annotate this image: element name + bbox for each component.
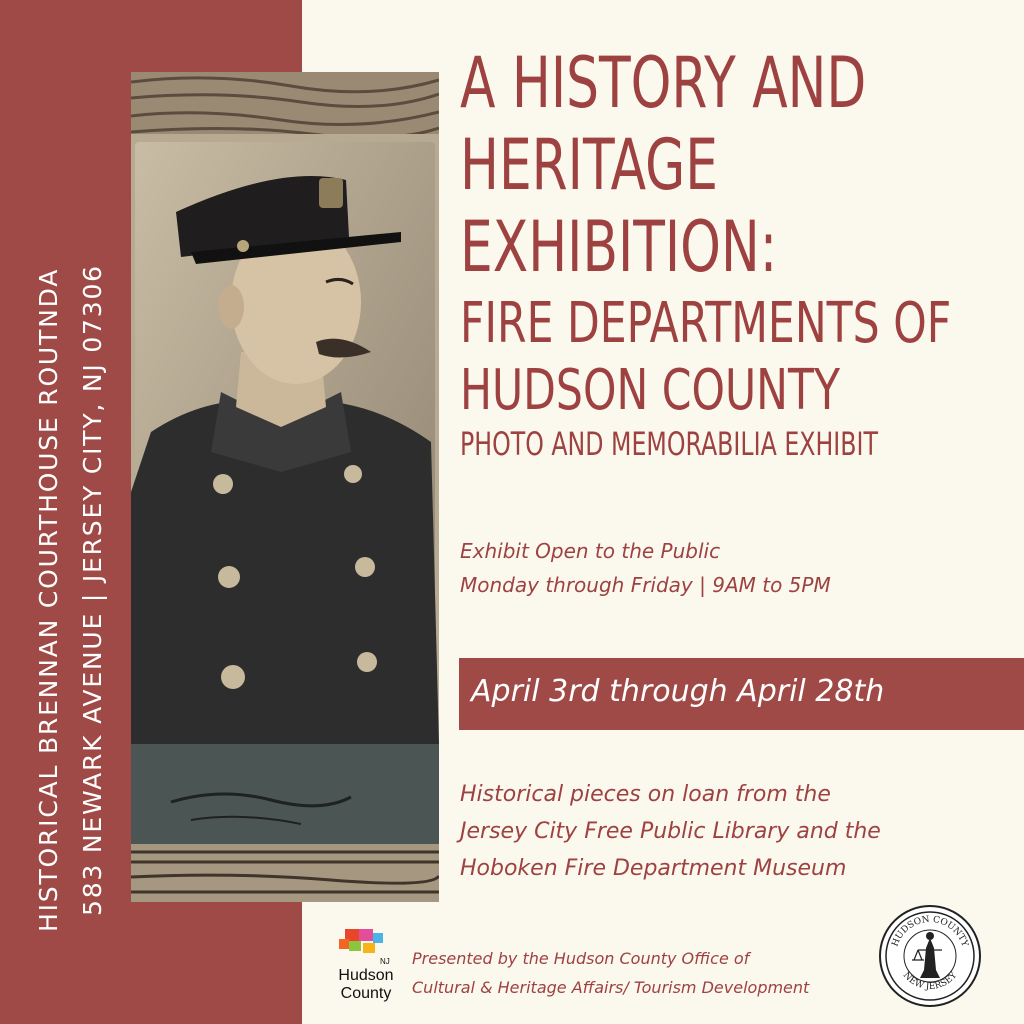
loan-credits — [460, 776, 881, 887]
title-line-5: HUDSON COUNTY — [460, 358, 841, 423]
presented-line-2: Cultural & Heritage Affairs/ Tourism Development — [412, 978, 810, 997]
title-line-1: A HISTORY AND — [460, 42, 867, 124]
vertical-address — [0, 0, 130, 1024]
logo-word-2: County — [340, 985, 392, 1002]
seal-top-text: HUDSON COUNTY — [890, 914, 970, 949]
venue-address: 583 NEWARK AVENUE | JERSEY CITY, NJ 07306 — [78, 264, 107, 916]
title-line-2: HERITAGE — [460, 124, 718, 206]
exhibit-hours — [460, 534, 831, 602]
hours-line-2: Monday through Friday | 9AM to 5PM — [460, 573, 831, 597]
logo-word-1: Hudson — [338, 967, 394, 984]
logo-badge: NJ — [380, 957, 390, 966]
hours-line-1: Exhibit Open to the Public — [460, 539, 721, 563]
exhibition-title — [460, 42, 1020, 464]
loan-line-3: Hoboken Fire Department Museum — [460, 856, 847, 881]
date-banner — [459, 658, 1024, 730]
portrait-illustration — [131, 72, 439, 902]
subtitle: PHOTO AND MEMORABILIA EXHIBIT — [460, 425, 878, 463]
hudson-county-logo-icon — [330, 925, 402, 1010]
county-seal-icon — [878, 904, 982, 1008]
date-range: April 3rd through April 28th — [471, 674, 885, 709]
loan-line-1: Historical pieces on loan from the — [460, 782, 831, 807]
logo-text — [330, 967, 402, 1003]
title-line-3: EXHIBITION: — [460, 206, 778, 288]
venue-name: HISTORICAL BRENNAN COURTHOUSE ROUTNDA — [34, 267, 63, 932]
presented-line-1: Presented by the Hudson County Office of — [412, 949, 750, 968]
seal-bottom-text: NEW JERSEY — [900, 970, 960, 993]
presented-by — [412, 944, 809, 1002]
firefighter-portrait-photo — [131, 72, 439, 902]
loan-line-2: Jersey City Free Public Library and the — [460, 819, 881, 844]
title-line-4: FIRE DEPARTMENTS OF — [460, 291, 952, 356]
